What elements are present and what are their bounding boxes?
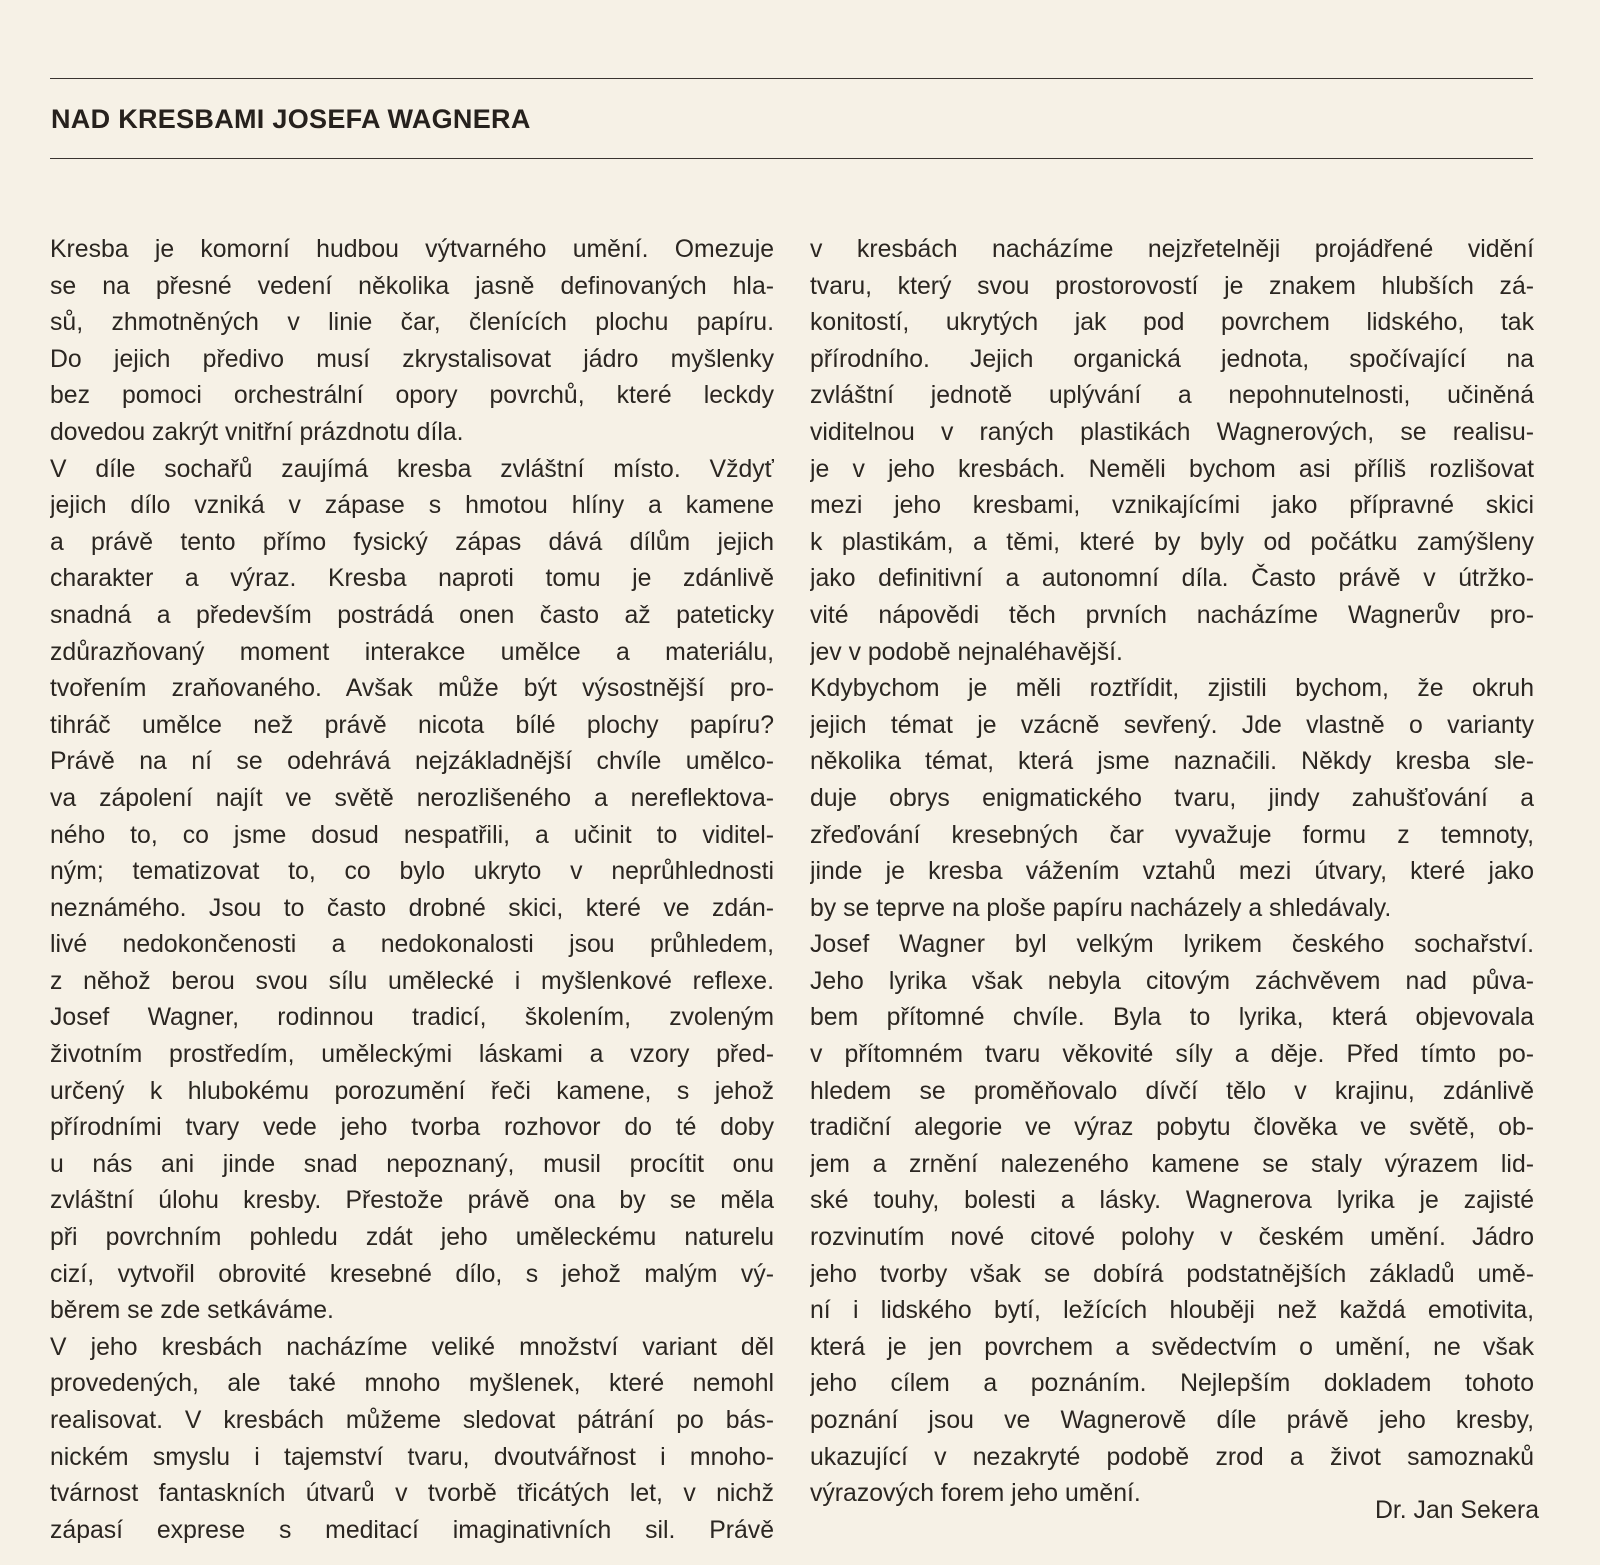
text-line: výrazových forem jeho umění. xyxy=(810,1480,1141,1508)
text-line: a právě tento přímo fysický zápas dává dílům jejich xyxy=(50,528,774,556)
text-line: ným; tematizovat to, co bylo ukryto v neprůhlednosti xyxy=(50,858,774,886)
text-line: životním prostředím, uměleckými láskami a vzory před- xyxy=(50,1041,774,1069)
text-line: jejich témat je vzácně sevřený. Jde vlastně o varianty xyxy=(810,711,1534,739)
text-line: viditelnou v raných plastikách Wagnerových, se realisu- xyxy=(810,418,1534,446)
text-line: tradiční alegorie ve výraz pobytu člověka ve světě, ob- xyxy=(810,1114,1534,1142)
text-line: bem přítomné chvíle. Byla to lyrika, která objevovala xyxy=(810,1004,1534,1032)
text-line: V díle sochařů zaujímá kresba zvláštní místo. Vždyť xyxy=(50,455,774,483)
text-line: bez pomoci orchestrální opory povrchů, které leckdy xyxy=(50,382,774,410)
title-underline-rule xyxy=(50,158,1533,159)
text-line: několika témat, která jsme naznačili. Někdy kresba sle- xyxy=(810,748,1534,776)
text-line: hledem se proměňovalo dívčí tělo v krajinu, zdánlivě xyxy=(810,1077,1534,1105)
text-line: jejich dílo vzniká v zápase s hmotou hlíny a kamene xyxy=(50,492,774,520)
text-line: zvláštní jednotě uplývání a nepohnutelnosti, učiněná xyxy=(810,382,1534,410)
text-line: ské touhy, bolesti a lásky. Wagnerova lyrika je zajisté xyxy=(810,1187,1534,1215)
text-line: z něhož berou svou sílu umělecké i myšlenkové reflexe. xyxy=(50,967,774,995)
text-line: poznání jsou ve Wagnerově díle právě jeho kresby, xyxy=(810,1407,1534,1434)
text-line: neznámého. Jsou to často drobné skici, které ve zdán- xyxy=(50,894,774,922)
text-line: mezi jeho kresbami, vznikajícími jako přípravné skici xyxy=(810,492,1534,520)
text-line: v kresbách nacházíme nejzřetelněji projádřené vidění xyxy=(810,236,1534,263)
top-rule xyxy=(50,78,1533,79)
text-line: sů, zhmotněných v linie čar, členících plochu papíru. xyxy=(50,309,774,337)
text-line: u nás ani jinde snad nepoznaný, musil procítit onu xyxy=(50,1150,774,1178)
text-line: Josef Wagner byl velkým lyrikem českého sochařství. xyxy=(810,931,1534,959)
right-text-column xyxy=(810,232,1534,1513)
text-line: jev v podobě nejnaléhavější. xyxy=(810,638,1123,666)
text-line: v přítomném tvaru věkovité síly a děje. Před tímto po- xyxy=(810,1041,1534,1069)
text-line: Josef Wagner, rodinnou tradicí, školením, zvoleným xyxy=(50,1004,774,1032)
text-line: zápasí exprese s meditací imaginativních sil. Právě xyxy=(50,1516,774,1544)
text-line: rozvinutím nové citové polohy v českém umění. Jádro xyxy=(810,1224,1534,1252)
text-line: běrem se zde setkáváme. xyxy=(50,1297,334,1325)
text-line: tvárnost fantaskních útvarů v tvorbě třicátých let, v nichž xyxy=(50,1480,774,1508)
text-line: tihráč umělce než právě nicota bílé plochy papíru? xyxy=(50,711,774,739)
text-line: ní i lidského bytí, ležících hlouběji než každá emotivita, xyxy=(810,1297,1534,1325)
text-line: snadná a především postrádá onen často až pateticky xyxy=(50,601,774,629)
text-line: Kresba je komorní hudbou výtvarného umění. Omezuje xyxy=(50,236,774,263)
text-line: je v jeho kresbách. Neměli bychom asi příliš rozlišovat xyxy=(810,455,1534,483)
text-line: V jeho kresbách nacházíme veliké množství variant děl xyxy=(50,1333,774,1361)
text-line: která je jen povrchem a svědectvím o umění, ne však xyxy=(810,1333,1534,1361)
text-line: Jeho lyrika však nebyla citovým záchvěvem nad půva- xyxy=(810,967,1534,995)
text-line: přírodního. Jejich organická jednota, spočívající na xyxy=(810,345,1534,373)
article-title: NAD KRESBAMI JOSEFA WAGNERA xyxy=(51,104,531,134)
text-line: provedených, ale také mnoho myšlenek, které nemohl xyxy=(50,1370,774,1398)
text-line: zřeďování kresebných čar vyvažuje formu z temnoty, xyxy=(810,821,1534,849)
text-line: při povrchním pohledu zdát jeho uměleckému naturelu xyxy=(50,1224,774,1252)
text-line: by se teprve na ploše papíru nacházely a shledávaly. xyxy=(810,894,1392,922)
text-line: konitostí, ukrytých jak pod povrchem lidského, tak xyxy=(810,309,1534,337)
text-line: přírodními tvary vede jeho tvorba rozhovor do té doby xyxy=(50,1114,774,1142)
text-line: dovedou zakrýt vnitřní prázdnotu díla. xyxy=(50,418,464,446)
text-line: Do jejich předivo musí zkrystalisovat jádro myšlenky xyxy=(50,345,774,373)
author-signature: Dr. Jan Sekera xyxy=(1374,1497,1539,1524)
text-line: jinde je kresba vážením vztahů mezi útvary, které jako xyxy=(810,858,1534,886)
text-line: jeho cílem a poznáním. Nejlepším dokladem tohoto xyxy=(810,1370,1534,1398)
left-text-column xyxy=(50,232,774,1549)
text-line: se na přesné vedení několika jasně definovaných hla- xyxy=(50,272,774,300)
text-line: zvláštní úlohu kresby. Přestože právě ona by se měla xyxy=(50,1187,774,1215)
text-line: charakter a výraz. Kresba naproti tomu je zdánlivě xyxy=(50,565,774,593)
text-line: ného to, co jsme dosud nespatřili, a učinit to viditel- xyxy=(50,821,774,849)
text-line: určený k hlubokému porozumění řeči kamene, s jehož xyxy=(50,1077,774,1105)
text-line: Právě na ní se odehrává nejzákladnější chvíle umělco- xyxy=(50,748,774,776)
text-line: tvořením zraňovaného. Avšak může být výsostnější pro- xyxy=(50,675,774,703)
text-line: jako definitivní a autonomní díla. Často právě v útržko- xyxy=(810,565,1534,593)
text-line: realisovat. V kresbách můžeme sledovat pátrání po bás- xyxy=(50,1407,774,1434)
text-line: ukazující v nezakryté podobě zrod a život samoznaků xyxy=(810,1443,1534,1471)
text-line: cizí, vytvořil obrovité kresebné dílo, s jehož malým vý- xyxy=(50,1260,774,1288)
text-line: tvaru, který svou prostorovostí je znakem hlubších zá- xyxy=(810,272,1534,300)
text-line: va zápolení najít ve světě nerozlišeného a nereflektova- xyxy=(50,784,774,812)
text-line: vité nápovědi těch prvních nacházíme Wagnerův pro- xyxy=(810,601,1534,629)
text-line: Kdybychom je měli roztřídit, zjistili bychom, že okruh xyxy=(810,675,1534,703)
text-line: nickém smyslu i tajemství tvaru, dvoutvářnost i mnoho- xyxy=(50,1443,774,1471)
text-line: jeho tvorby však se dobírá podstatnějších základů umě- xyxy=(810,1260,1534,1288)
text-line: livé nedokončenosti a nedokonalosti jsou průhledem, xyxy=(50,931,774,959)
text-line: jem a zrnění nalezeného kamene se staly výrazem lid- xyxy=(810,1150,1534,1178)
text-line: zdůrazňovaný moment interakce umělce a materiálu, xyxy=(50,638,774,666)
text-line: k plastikám, a těmi, které by byly od počátku zamýšleny xyxy=(810,528,1534,556)
text-line: duje obrys enigmatického tvaru, jindy zahušťování a xyxy=(810,784,1534,812)
